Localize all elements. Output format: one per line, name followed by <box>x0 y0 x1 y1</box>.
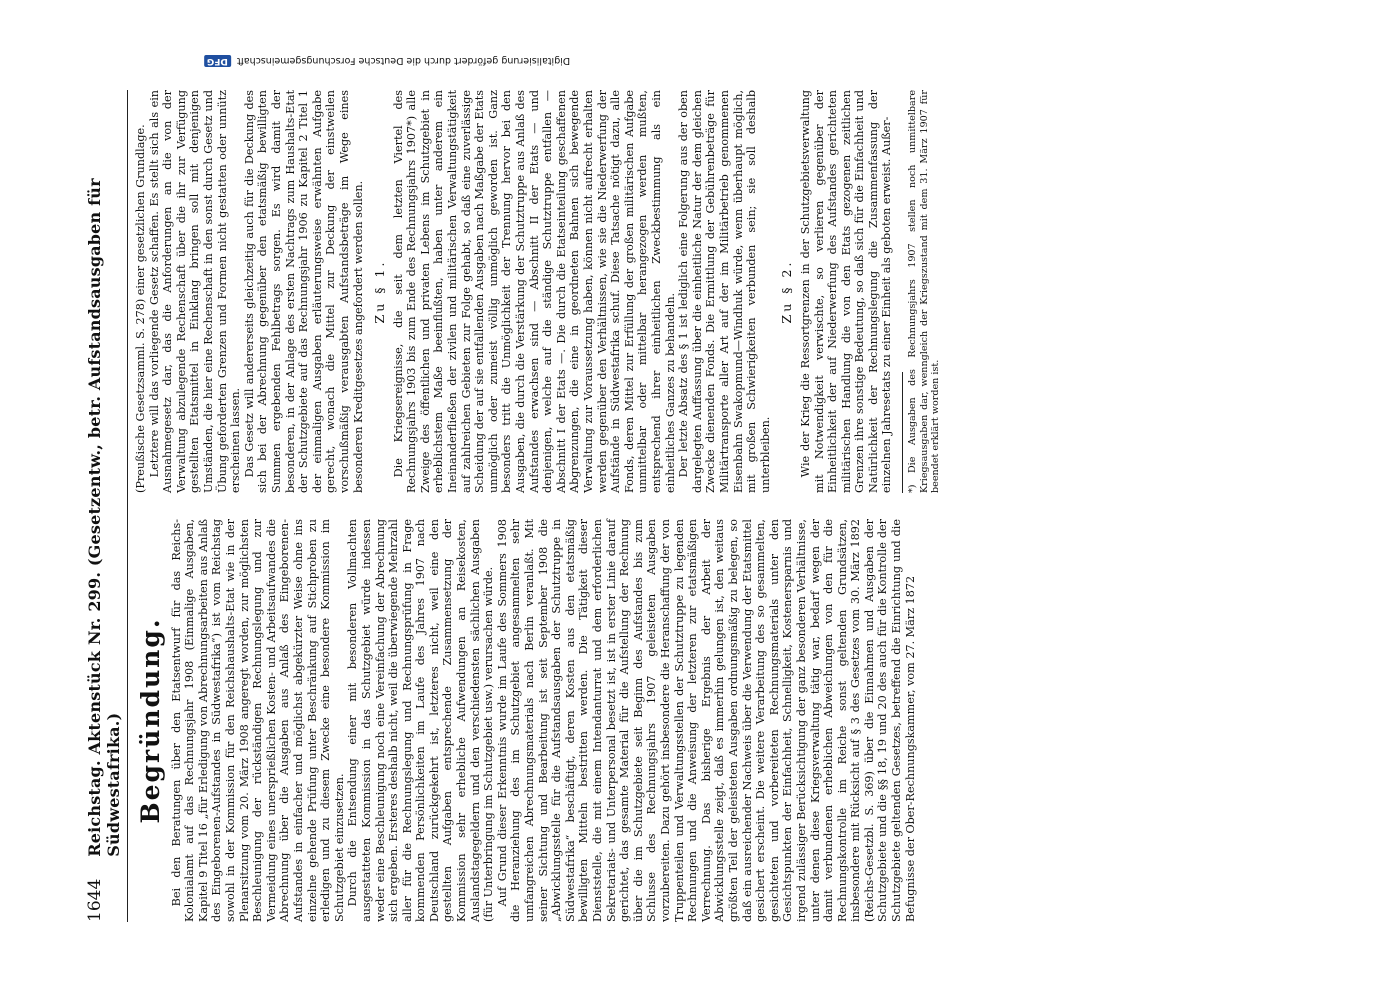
paragraph: Der letzte Absatz des § 1 ist lediglich eine Folgerung aus der oben dargelegten Auffassung über die einheitliche Natur der dem gleichen Zwecke dienenden Fonds. Die Ermittlung der Gebührenbeträge für Militärtransporte aller Art auf der im Militärbetrieb genommenen Eisenbahn Swakopmund—Windhuk würde, wenn überhaupt möglich, mit großen Schwierigkeiten verbunden sein; sie soll deshalb unterbleiben. <box>677 90 772 493</box>
document-heading: Begründung. <box>136 617 165 824</box>
footnote-rule <box>902 372 903 493</box>
paragraph: Auf Grund dieser Erkenntnis wurde im Laufe des Sommers 1908 die Heranziehung des im Schutzgebiet angesammelten sehr umfangreichen Abrechnungsmaterials nach Berlin veranlaßt. Mit seiner Sichtung und Bearbeitung ist seit September 1908 die „Abwicklungsstelle für die Aufstandsausgaben der Schutztruppe in Südwestafrika“ beschäftigt, deren Kosten aus den etatsmäßig bewilligten Mitteln bestritten werden. Die Tätigkeit dieser Dienststelle, die mit einem Intendanturrat und dem erforderlichen Sekretariats- und Unterpersonal besetzt ist, ist in erster Linie darauf gerichtet, das gesamte Material für die Aufstellung der Rechnung über die im Schutzgebiete seit Beginn des Aufstandes bis zum Schlusse des Rechnungsjahrs 1907 geleisteten Ausgaben vorzubereiten. Dazu gehört insbesondere die Heranschaffung der von Truppenteilen und Verwaltungsstellen der Schutztruppe zu legenden Rechnungen und die Anweisung der letzteren zur etatsmäßigen Verrechnung. Das bisherige Ergebnis der Arbeit der Abwicklungsstelle zeigt, daß es immerhin gelungen ist, den weitaus größten Teil der geleisteten Ausgaben ordnungsmäßig zu belegen, so daß ein ausreichender Nachweis über die Verwendung der Etatsmittel gesichert erscheint. Die weitere Verarbeitung des so gesammelten, gesichteten und vorbereiteten Rechnungsmaterials unter den Gesichtspunkten der Einfachheit, Schnelligkeit, Kostenersparnis und irgend zulässiger Berücksichtigung der ganz besonderen Verhältnisse, unter denen diese Kriegsverwaltung tätig war, bedarf wegen der damit verbundenen erheblichen Abweichungen von den für die Rechnungskontrolle im Reiche sonst geltenden Grundsätzen, insbesondere mit Rücksicht auf § 3 des Gesetzes vom 30. März 1892 (Reichs-Gesetzbl. S. 369) über die Einnahmen und Ausgaben der Schutzgebiete und die §§ 18, 19 und 20 des auch für die Kontrolle der Schutzgebiete geltenden Gesetzes, betreffend die Einrichtung und die Befugnisse der Ober-Rechnungskammer, vom 27. März 1872 <box>495 519 917 922</box>
dfg-logo: DFG <box>204 55 231 67</box>
right-column <box>134 90 942 493</box>
funding-note <box>77 50 697 72</box>
rotated-document-page <box>71 50 1311 950</box>
paragraph: Bei den Beratungen über den Etatsentwurf für das Reichs-Kolonialamt auf das Rechnungsjahr 1908 (Einmalige Ausgaben, Kapitel 9 Titel 16 „für Erledigung von Abrechnungsarbeiten aus Anlaß des Eingeborenen-Aufstandes in Südwestafrika“) ist vom Reichstag sowohl in der Kommission für den Reichshaushalts-Etat wie in der Plenarsitzung vom 20. März 1908 angeregt worden, zur möglichsten Beschleunigung der rückständigen Rechnungslegung und zur Vermeidung eines unersprießlichen Kosten- und Arbeitsaufwandes die Abrechnung über die Ausgaben aus Anlaß des Eingeborenen-Aufstandes in einfacher und möglichst abgekürzter Weise ohne ins einzelne gehende Prüfung unter Beschränkung auf Stichproben zu erledigen und zu diesem Zwecke eine besondere Kommission im Schutzgebiet einzusetzen. <box>169 519 346 922</box>
footnote: *) Die Ausgaben des Rechnungsjahrs 1907 stellen noch unmittelbare Kriegsausgaben dar, wenngleich der Kriegszustand mit dem 31. März 1907 für beendet erklärt worden ist. <box>907 90 942 493</box>
page-number: 1644 <box>85 878 105 922</box>
paragraph: Durch die Entsendung einer mit besonderen Vollmachten ausgestatteten Kommission in das Schutzgebiet würde indessen weder eine Beschleunigung noch eine Vereinfachung der Abrechnung sich ergeben. Ersteres deshalb nicht, weil die überwiegende Mehrzahl aller für die Rechnungslegung und Rechnungsprüfung in Frage kommenden Persönlichkeiten im Laufe des Jahres 1907 nach Deutschland zurückgekehrt ist, letzteres nicht, weil eine den gestellten Aufgaben entsprechende Zusammensetzung der Kommission sehr erhebliche Aufwendungen an Reisekosten, Auslandstagegeldern und den verschiedensten sächlichen Ausgaben (für Unterbringung im Schutzgebiet usw.) verursachen würde. <box>346 519 496 922</box>
paragraph: Wie der Krieg die Ressortgrenzen in der Schutzgebietsverwaltung mit Notwendigkeit verwischte, so verlieren gegenüber der Einheitlichkeit der auf Niederwerfung des Aufstandes gerichteten militärischen Handlung die von den Etats gezogenen zeitlichen Grenzen ihre sonstige Bedeutung, so daß sich für die Einfachheit und Natürlichkeit der Rechnungslegung die Zusammenfassung der einzelnen Jahresetats zu einer Einheit als geboten erweist. Außer- <box>798 90 894 493</box>
funding-note-line <box>204 55 570 67</box>
paragraph: Das Gesetz will andererseits gleichzeitig auch für die Deckung des sich bei der Abrechnung gegenüber den etatsmäßig bewilligten Summen ergebenden Fehlbetrags sorgen. Es wird damit der besonderen, in der Anlage des ersten Nachtrags zum Haushalts-Etat der Schutzgebiete auf das Rechnungsjahr 1906 zu Kapitel 2 Titel 1 der einmaligen Ausgaben erläuterungsweise erwähnten Aufgabe gerecht, wonach die Mittel zur Deckung der einstweilen vorschußmäßig verausgabten Aufstandsbeträge im Wege eines besonderen Kreditgesetzes angefordert werden sollen. <box>242 90 365 493</box>
section-title-1: Zu § 1. <box>372 259 388 324</box>
paragraph: Letztere will das vorliegende Gesetz schaffen. Es stellt sich als ein Ausnahmegesetz dar, das die Anforderungen an die von der Verwaltung abzulegende Rechenschaft über die ihr zur Verfügung gestellten Etatsmittel in Einklang bringen soll mit denjenigen Umständen, die hier eine Rechenschaft in den sonst durch Gesetz und Übung geforderten Grenzen und Formen nicht gestatten oder unnütz erscheinen lassen. <box>147 90 243 493</box>
left-column <box>134 519 917 922</box>
section-title-2: Zu § 2. <box>779 259 795 324</box>
page-header <box>85 90 128 922</box>
paragraph: (Preußische Gesetzsamml. S. 278) einer gesetzlichen Grundlage. <box>134 124 147 493</box>
paragraph: Die Kriegsereignisse, die seit dem letzten Viertel des Rechnungsjahrs 1903 bis zum Ende des Rechnungsjahrs 1907*) alle Zweige des öffentlichen und privaten Lebens im Schutzgebiet in erheblichstem Maße beeinflußten, haben unter anderem ein Ineinanderfließen der zivilen und militärischen Verwaltungstätigkeit auf zahlreichen Gebieten zur Folge gehabt, so daß eine zuverlässige Scheidung der auf sie entfallenden Ausgaben nach Maßgabe der Etats unmöglich oder zumeist völlig unmöglich geworden ist. Ganz besonders tritt die Unmöglichkeit der Trennung hervor bei den Ausgaben, die durch die Verstärkung der Schutztruppe aus Anlaß des Aufstandes erwachsen sind — Abschnitt II der Etats — und denjenigen, welche auf die ständige Schutztruppe entfallen — Abschnitt I der Etats —. Die durch die Etatseinteilung geschaffenen Abgrenzungen, die eine in geordneten Bahnen sich bewegende Verwaltung zur Voraussetzung haben, können nicht aufrecht erhalten werden gegenüber den Verhältnissen, wie sie die Niederwerfung der Aufstände in Südwestafrika schuf. Diese Tatsache nötigt dazu, alle Fonds, deren Mittel zur Erfüllung der großen militärischen Aufgabe unmittelbar oder mittelbar herangezogen werden mußten, entsprechend ihrer einheitlichen Zweckbestimmung als ein einheitliches Ganzes zu behandeln. <box>391 90 677 493</box>
running-head: Reichstag. Aktenstück Nr. 299. (Gesetzentw., betr. Aufstandsausgaben für Südwestafrika.) <box>85 178 123 857</box>
funding-note-text: Digitalisierung gefördert durch die Deutsche Forschungsgemeinschaft <box>236 55 571 67</box>
text-columns <box>134 90 942 922</box>
